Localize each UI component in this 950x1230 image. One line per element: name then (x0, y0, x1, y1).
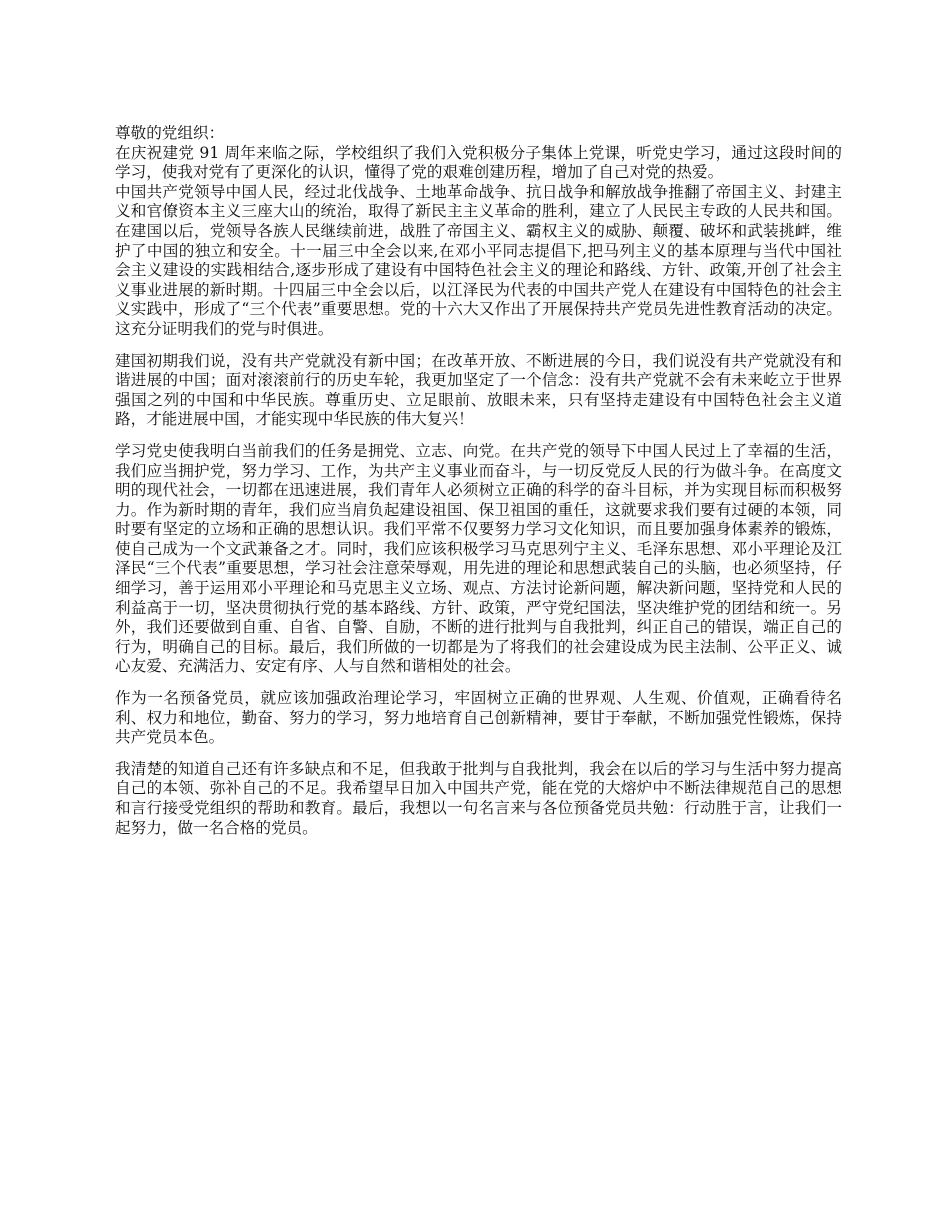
paragraph-6: 我清楚的知道自己还有许多缺点和不足，但我敢于批判与自我批判，我会在以后的学习与生活中努力提高自己的本领、弥补自己的不足。我希望早日加入中国共产党，能在党的大熔炉中不断法律规范自己的思想和言行接受党组织的帮助和教育。最后，我想以一句名言来与各位预备党员共勉：行动胜于言，让我们一起努力，做一名合格的党员。 (115, 759, 842, 837)
paragraph-2: 中国共产党领导中国人民，经过北伐战争、土地革命战争、抗日战争和解放战争推翻了帝国主义、封建主义和官僚资本主义三座大山的统治，取得了新民主主义革命的胜利，建立了人民民主专政的人民共和国。在建国以后，党领导各族人民继续前进，战胜了帝国主义、霸权主义的威胁、颠覆、破坏和武装挑衅，维护了中国的独立和安全。十一届三中全会以来,在邓小平同志提倡下,把马列主义的基本原理与当代中国社会主义建设的实践相结合,逐步形成了建设有中国特色社会主义的理论和路线、方针、政策,开创了社会主义事业进展的新时期。十四届三中全会以后，以江泽民为代表的中国共产党人在建设有中国特色的社会主义实践中，形成了“三个代表”重要思想。党的十六大又作出了开展保持共产党员先进性教育活动的决定。这充分证明我们的党与时俱进。 (115, 182, 842, 338)
document-body (115, 124, 842, 850)
paragraph-4: 学习党史使我明白当前我们的任务是拥党、立志、向党。在共产党的领导下中国人民过上了幸福的生活，我们应当拥护党，努力学习、工作，为共产主义事业而奋斗，与一切反党反人民的行为做斗争。在高度文明的现代社会，一切都在迅速进展，我们青年人必须树立正确的科学的奋斗目标，并为实现目标而积极努力。作为新时期的青年，我们应当肩负起建设祖国、保卫祖国的重任，这就要求我们要有过硬的本领，同时要有坚定的立场和正确的思想认识。我们平常不仅要努力学习文化知识，而且要加强身体素养的锻炼，使自己成为一个文武兼备之才。同时，我们应该积极学习马克思列宁主义、毛泽东思想、邓小平理论及江泽民“三个代表”重要思想，学习社会注意荣辱观，用先进的理论和思想武装自己的头脑，也必须坚持，仔细学习，善于运用邓小平理论和马克思主义立场、观点、方法讨论新问题，解决新问题，坚持党和人民的利益高于一切，坚决贯彻执行党的基本路线、方针、政策，严守党纪国法，坚决维护党的团结和统一。另外，我们还要做到自重、自省、自警、自励，不断的进行批判与自我批判，纠正自己的错误，端正自己的行为，明确自己的目标。最后，我们所做的一切都是为了将我们的社会建设成为民主法制、公平正义、诚心友爱、充满活力、安定有序、人与自然和谐相处的社会。 (115, 441, 842, 676)
salutation: 尊敬的党组织： (115, 124, 225, 142)
paragraph-3: 建国初期我们说，没有共产党就没有新中国；在改革开放、不断进展的今日，我们说没有共产党就没有和谐进展的中国；面对滚滚前行的历史车轮，我更加坚定了一个信念：没有共产党就不会有未来屹立于世界强国之列的中国和中华民族。尊重历史、立足眼前、放眼未来，只有坚持走建设有中国特色社会主义道路，才能进展中国，才能实现中华民族的伟大复兴！ (115, 351, 842, 429)
paragraph-5: 作为一名预备党员，就应该加强政治理论学习，牢固树立正确的世界观、人生观、价值观，正确看待名利、权力和地位，勤奋、努力的学习，努力地培育自己创新精神，要甘于奉献，不断加强党性锻炼，保持共产党员本色。 (115, 689, 842, 747)
paragraph-1: 在庆祝建党 91 周年来临之际，学校组织了我们入党积极分子集体上党课，听党史学习，通过这段时间的学习，使我对党有了更深化的认识，懂得了党的艰难创建历程，增加了自己对党的热爱。 (115, 143, 842, 182)
